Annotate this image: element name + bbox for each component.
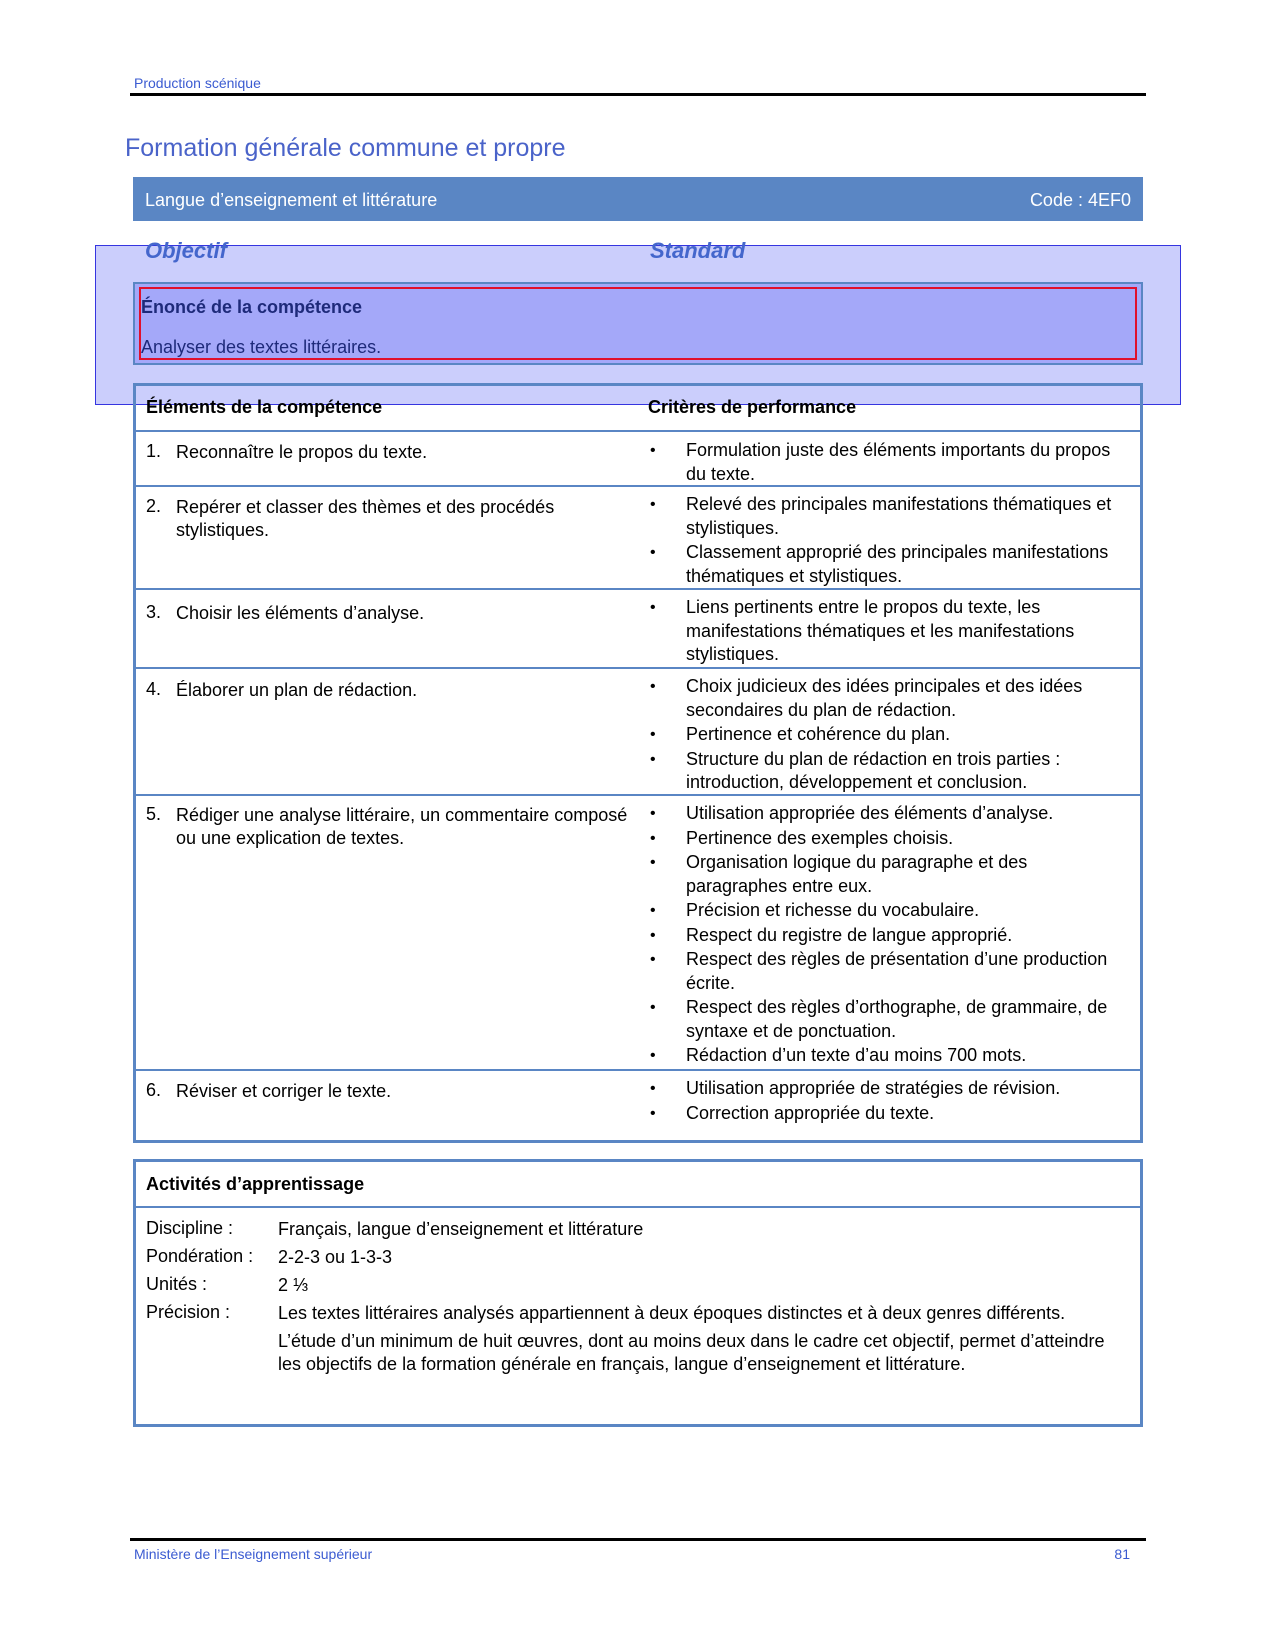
- course-name: Langue d’enseignement et littérature: [145, 190, 438, 210]
- activities-header: [136, 1162, 1140, 1208]
- criteria-item: • Relevé des principales manifestations thématiques et stylistiques.: [650, 494, 1112, 538]
- criteria-item: • Pertinence et cohérence du plan.: [648, 723, 1128, 747]
- precision-paragraph: L’étude d’un minimum de huit œuvres, dont au moins deux dans le cadre cet objectif, permet d’atteindre les objectifs de la formation générale en français, langue d’enseignement et littérature.: [278, 1330, 1105, 1374]
- bullet-icon: •: [650, 726, 656, 743]
- footer-ministry: Ministère de l’Enseignement supérieur: [134, 1546, 373, 1562]
- table-row: [136, 487, 1140, 590]
- criteria-item: • Respect des règles d’orthographe, de grammaire, de syntaxe et de ponctuation.: [650, 997, 1108, 1041]
- bullet-icon: •: [650, 544, 656, 561]
- enonce-box: [133, 282, 1143, 365]
- criteria-item: • Organisation logique du paragraphe et des paragraphes entre eux.: [650, 852, 1028, 896]
- enonce-title: Énoncé de la compétence: [141, 297, 363, 317]
- criteria-item: • Respect des règles de présentation d’une production écrite.: [650, 949, 1108, 993]
- discipline-label: Discipline :: [146, 1218, 234, 1238]
- bullet-icon: •: [650, 999, 656, 1016]
- criteria-list: [648, 493, 1128, 589]
- criteria-list: [648, 596, 1128, 668]
- activities-title: Activités d’apprentissage: [146, 1174, 365, 1194]
- criteria-item: • Correction appropriée du texte.: [648, 1102, 1128, 1126]
- element-number: 1.: [146, 441, 162, 461]
- table-row: [136, 1071, 1140, 1140]
- bullet-icon: •: [650, 829, 656, 847]
- element-text: Rédiger une analyse littéraire, un commentaire composé ou une explication de textes.: [176, 805, 628, 848]
- criteria-item: • Utilisation appropriée de stratégies de révision.: [648, 1077, 1128, 1101]
- bullet-icon: •: [650, 750, 656, 768]
- course-code: Code : 4EF0: [1029, 190, 1131, 210]
- criteria-item: • Pertinence des exemples choisis.: [648, 827, 1128, 851]
- bullet-icon: •: [650, 496, 656, 513]
- criteria-item: • Précision et richesse du vocabulaire.: [648, 899, 1128, 923]
- bullet-icon: •: [650, 1047, 656, 1064]
- element-number: 6.: [146, 1080, 162, 1100]
- precision-paragraph: Les textes littéraires analysés appartiennent à deux époques distinctes et à deux genres différents.: [278, 1303, 1066, 1323]
- header-label: Production scénique: [134, 75, 261, 91]
- criteria-header: Critères de performance: [648, 397, 857, 417]
- bullet-icon: •: [650, 951, 656, 968]
- criteria-list: [648, 1077, 1128, 1126]
- criteria-item: • Structure du plan de rédaction en trois parties : introduction, développement et conclusion.: [650, 748, 1061, 792]
- course-bar: [133, 177, 1143, 221]
- precision-value: [278, 1302, 1126, 1381]
- bullet-icon: •: [650, 805, 656, 822]
- activities-table: [133, 1159, 1143, 1427]
- precision-label: Précision :: [146, 1302, 231, 1322]
- bullet-icon: •: [650, 926, 656, 944]
- criteria-list: [648, 439, 1128, 487]
- criteria-item: • Choix judicieux des idées principales et des idées secondaires du plan de rédaction.: [650, 676, 1083, 720]
- table-row: [136, 669, 1140, 796]
- elements-header: Éléments de la compétence: [146, 397, 383, 417]
- competence-table: [133, 383, 1143, 1143]
- ponderation-value: 2-2-3 ou 1-3-3: [278, 1247, 393, 1267]
- enonce-text: Analyser des textes littéraires.: [141, 337, 382, 357]
- footer-rule: [130, 1538, 1146, 1541]
- section-title: Formation générale commune et propre: [125, 134, 566, 162]
- bullet-icon: •: [650, 1104, 656, 1122]
- criteria-item: • Classement approprié des principales manifestations thématiques et stylistiques.: [650, 542, 1109, 586]
- element-number: 3.: [146, 602, 162, 622]
- ponderation-label: Pondération :: [146, 1246, 254, 1266]
- criteria-item: • Formulation juste des éléments importants du propos du texte.: [650, 440, 1111, 484]
- bullet-icon: •: [650, 442, 656, 459]
- unites-value: 2 ⅓: [278, 1275, 309, 1295]
- element-text: Choisir les éléments d’analyse.: [176, 603, 425, 623]
- criteria-list: [648, 675, 1128, 796]
- criteria-list: [648, 802, 1128, 1069]
- table-row: [136, 590, 1140, 669]
- competence-table-header: [136, 386, 1140, 432]
- discipline-value: Français, langue d’enseignement et littérature: [278, 1219, 644, 1239]
- criteria-item: • Utilisation appropriée des éléments d’analyse.: [648, 802, 1128, 826]
- bullet-icon: •: [650, 1080, 656, 1097]
- objective-label: Objectif: [145, 238, 227, 263]
- header-rule: [130, 93, 1146, 96]
- page-number: 81: [1114, 1546, 1130, 1562]
- criteria-item: • Rédaction d’un texte d’au moins 700 mots.: [648, 1044, 1128, 1068]
- element-text: Reconnaître le propos du texte.: [176, 442, 428, 462]
- criteria-item: • Liens pertinents entre le propos du texte, les manifestations thématiques et les manifestations stylistiques.: [650, 597, 1075, 664]
- element-text: Repérer et classer des thèmes et des procédés stylistiques.: [176, 497, 555, 540]
- standard-label: Standard: [650, 238, 746, 263]
- element-number: 2.: [146, 496, 162, 516]
- bullet-icon: •: [650, 678, 656, 695]
- table-row: [136, 430, 1140, 487]
- unites-label: Unités :: [146, 1274, 208, 1294]
- table-row: [136, 796, 1140, 1071]
- element-text: Réviser et corriger le texte.: [176, 1081, 392, 1101]
- element-number: 5.: [146, 804, 162, 824]
- bullet-icon: •: [650, 902, 656, 919]
- criteria-item: • Respect du registre de langue approprié.: [648, 924, 1128, 948]
- bullet-icon: •: [650, 599, 656, 616]
- bullet-icon: •: [650, 854, 656, 871]
- element-text: Élaborer un plan de rédaction.: [176, 680, 418, 700]
- element-number: 4.: [146, 679, 162, 699]
